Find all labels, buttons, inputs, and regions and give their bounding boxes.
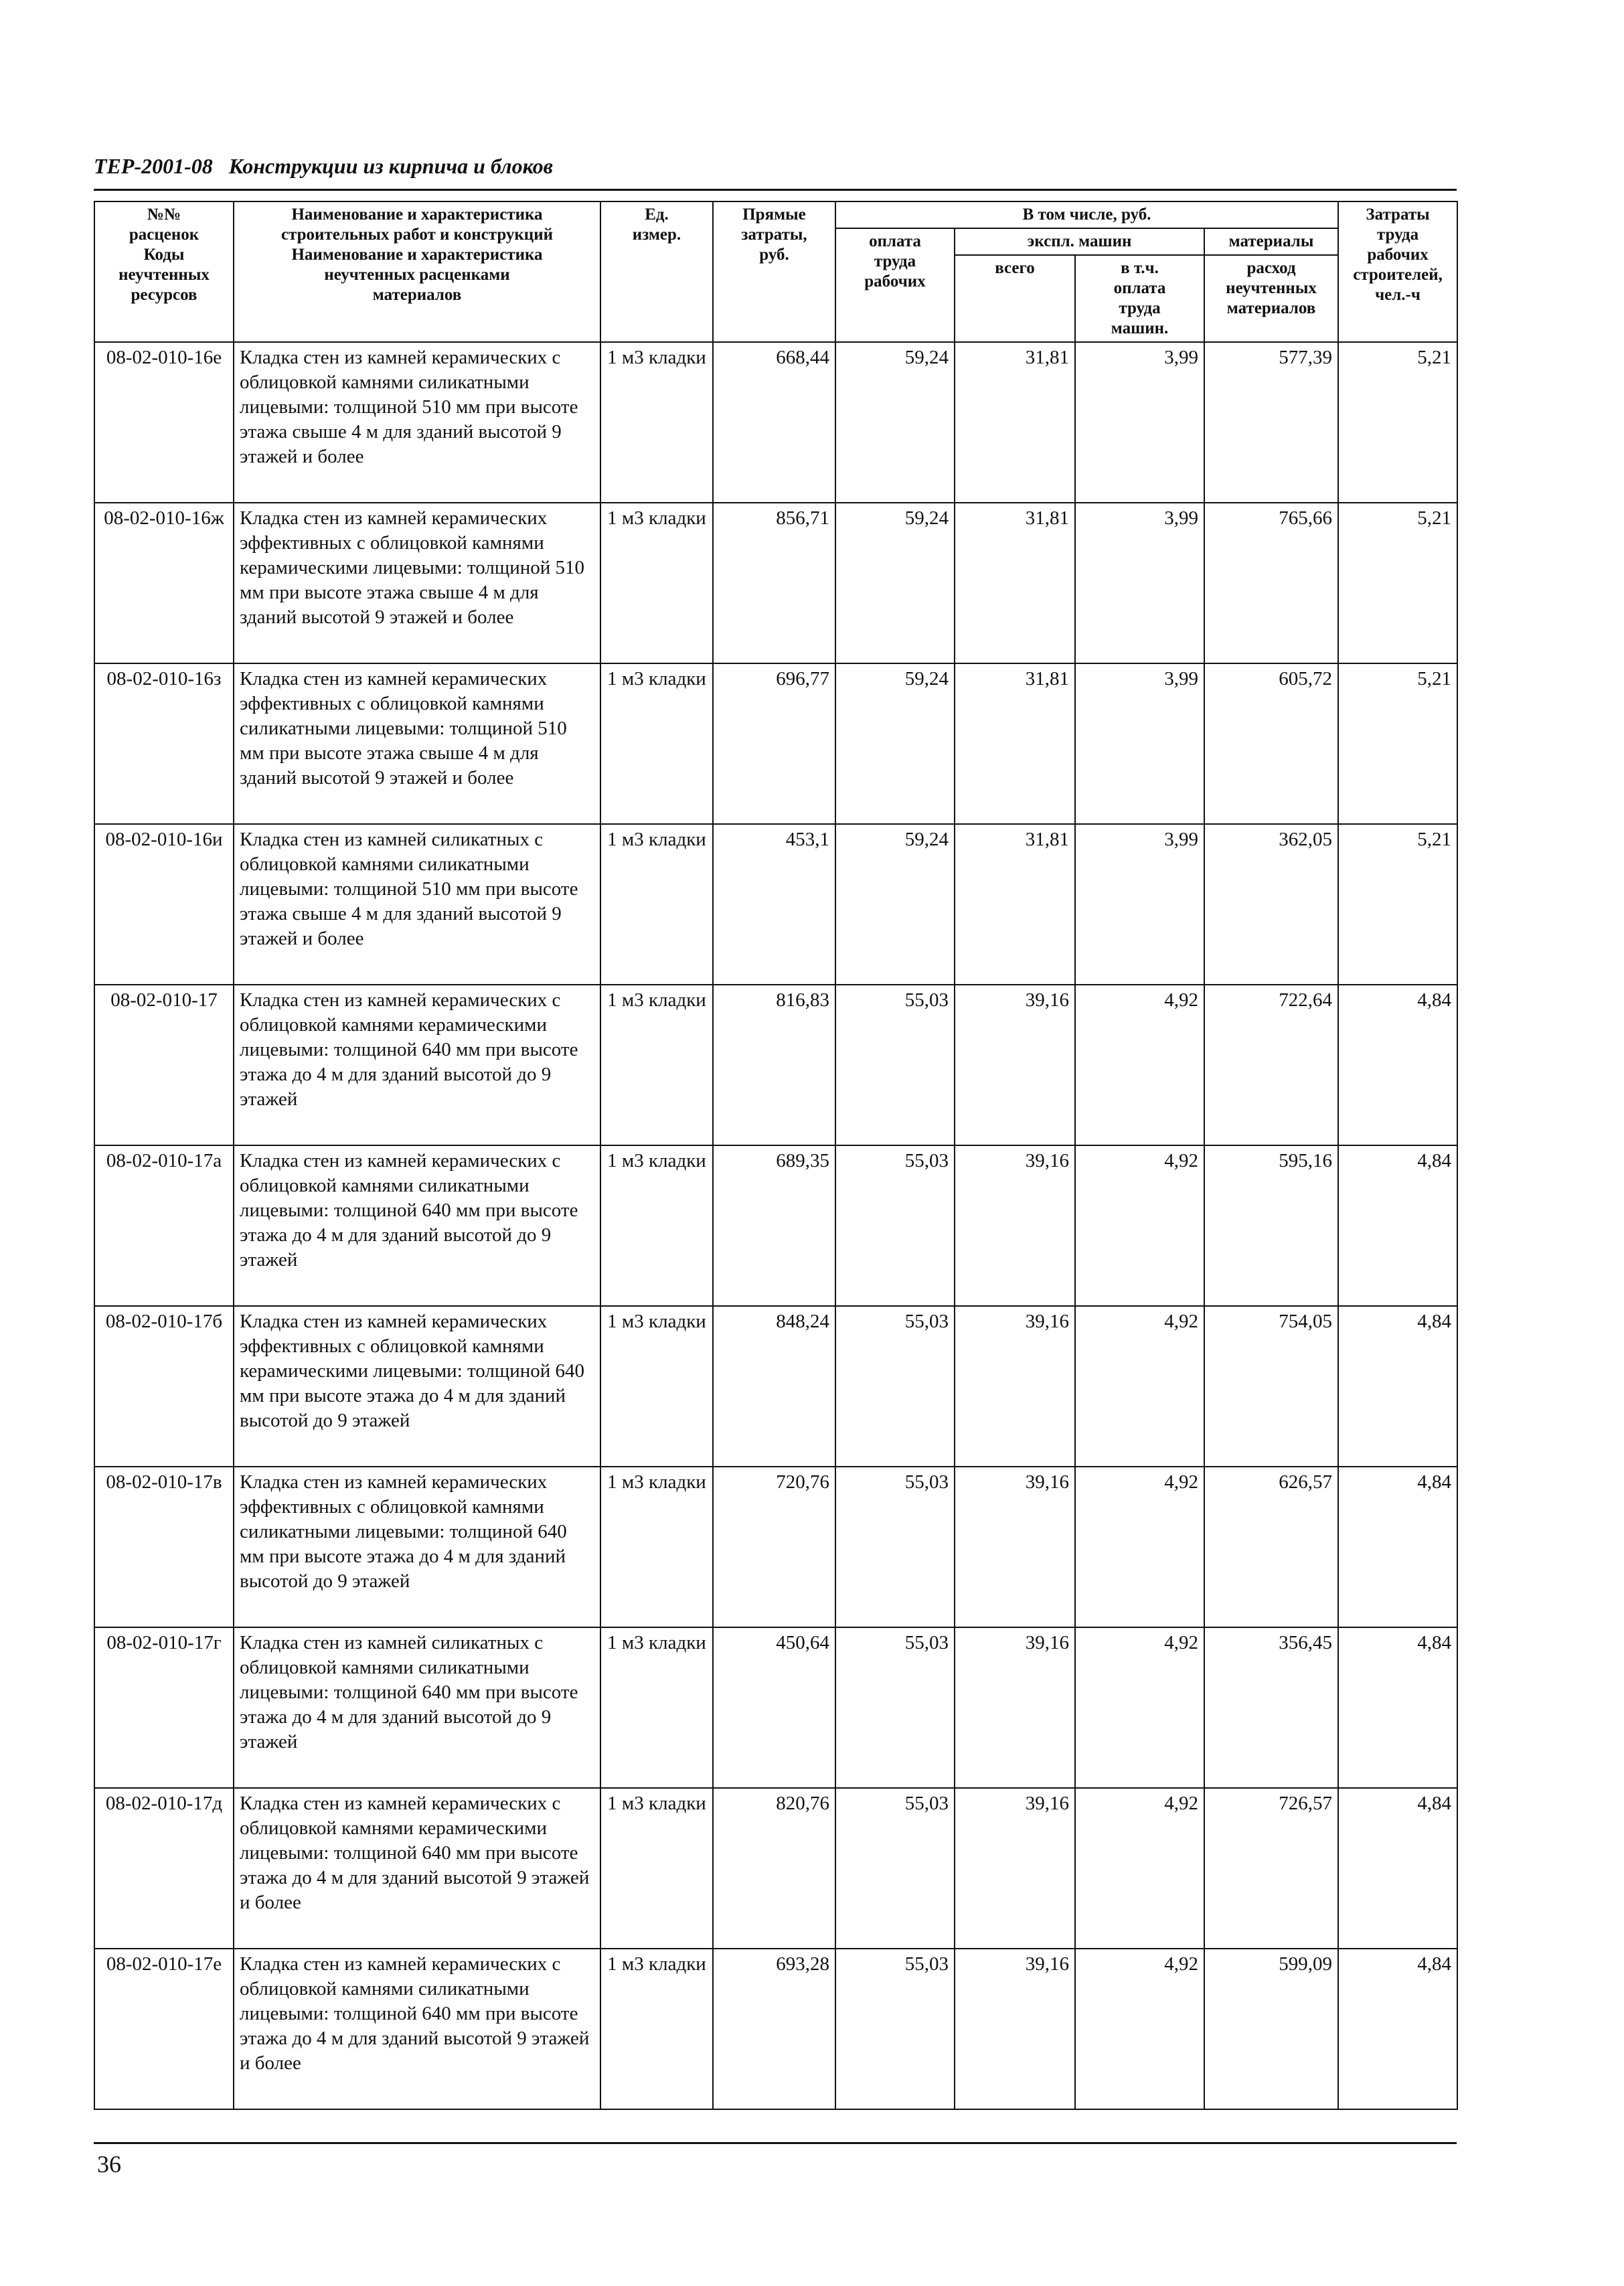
work-description: Кладка стен из камней керамических эффективных с облицовкой камнями керамическими лицевыми: толщиной 510 мм при высоте этажа свыше 4 м для зданий высотой 9 этажей и более <box>234 503 600 663</box>
rate-code: 08-02-010-16з <box>94 663 234 824</box>
labor-costs: 4,84 <box>1338 1949 1457 2109</box>
machines-pay: 4,92 <box>1075 1467 1204 1627</box>
materials: 605,72 <box>1204 663 1338 824</box>
unit: 1 м3 кладки <box>600 342 713 503</box>
materials: 599,09 <box>1204 1949 1338 2109</box>
materials: 362,05 <box>1204 824 1338 985</box>
table-row <box>94 1306 1457 1467</box>
direct-costs: 668,44 <box>713 342 835 503</box>
document-title: Конструкции из кирпича и блоков <box>228 154 553 178</box>
machines-total: 39,16 <box>955 1627 1075 1788</box>
direct-costs: 816,83 <box>713 985 835 1145</box>
unit: 1 м3 кладки <box>600 1627 713 1788</box>
worker-pay: 55,03 <box>835 1788 955 1949</box>
direct-costs: 693,28 <box>713 1949 835 2109</box>
rate-code: 08-02-010-17г <box>94 1627 234 1788</box>
header-name: Наименование и характеристика строительных работ и конструкций Наименование и характеристика неучтенных расценками материалов <box>234 201 600 342</box>
labor-costs: 5,21 <box>1338 663 1457 824</box>
machines-pay: 4,92 <box>1075 1788 1204 1949</box>
machines-pay: 4,92 <box>1075 1949 1204 2109</box>
direct-costs: 848,24 <box>713 1306 835 1467</box>
unit: 1 м3 кладки <box>600 1467 713 1627</box>
rates-table <box>94 201 1458 2110</box>
table-row <box>94 985 1457 1145</box>
work-description: Кладка стен из камней керамических с облицовкой камнями силикатными лицевыми: толщиной 510 мм при высоте этажа свыше 4 м для зданий высотой 9 этажей и более <box>234 342 600 503</box>
work-description: Кладка стен из камней керамических с облицовкой камнями силикатными лицевыми: толщиной 640 мм при высоте этажа до 4 м для зданий высотой до 9 этажей <box>234 1145 600 1306</box>
machines-pay: 4,92 <box>1075 1627 1204 1788</box>
work-description: Кладка стен из камней керамических эффективных с облицовкой камнями керамическими лицевыми: толщиной 640 мм при высоте этажа до 4 м для зданий высотой до 9 этажей <box>234 1306 600 1467</box>
labor-costs: 4,84 <box>1338 985 1457 1145</box>
machines-total: 39,16 <box>955 985 1075 1145</box>
machines-pay: 4,92 <box>1075 985 1204 1145</box>
table-row <box>94 663 1457 824</box>
worker-pay: 59,24 <box>835 663 955 824</box>
labor-costs: 4,84 <box>1338 1145 1457 1306</box>
table-header <box>94 201 1457 342</box>
machines-pay: 3,99 <box>1075 503 1204 663</box>
unit: 1 м3 кладки <box>600 985 713 1145</box>
table-body <box>94 342 1457 2109</box>
unit: 1 м3 кладки <box>600 1306 713 1467</box>
unit: 1 м3 кладки <box>600 503 713 663</box>
labor-costs: 5,21 <box>1338 824 1457 985</box>
worker-pay: 55,03 <box>835 1467 955 1627</box>
worker-pay: 59,24 <box>835 342 955 503</box>
direct-costs: 856,71 <box>713 503 835 663</box>
rate-code: 08-02-010-16е <box>94 342 234 503</box>
rate-code: 08-02-010-17е <box>94 1949 234 2109</box>
direct-costs: 720,76 <box>713 1467 835 1627</box>
work-description: Кладка стен из камней керамических с облицовкой камнями силикатными лицевыми: толщиной 640 мм при высоте этажа до 4 м для зданий высотой 9 этажей и более <box>234 1949 600 2109</box>
table-row <box>94 1467 1457 1627</box>
table-row <box>94 1949 1457 2109</box>
direct-costs: 820,76 <box>713 1788 835 1949</box>
materials: 722,64 <box>1204 985 1338 1145</box>
header-materials: материалы <box>1204 228 1338 255</box>
labor-costs: 4,84 <box>1338 1788 1457 1949</box>
direct-costs: 696,77 <box>713 663 835 824</box>
table-row <box>94 824 1457 985</box>
worker-pay: 59,24 <box>835 824 955 985</box>
rate-code: 08-02-010-16и <box>94 824 234 985</box>
machines-total: 31,81 <box>955 503 1075 663</box>
machines-total: 39,16 <box>955 1145 1075 1306</box>
worker-pay: 55,03 <box>835 1949 955 2109</box>
labor-costs: 4,84 <box>1338 1306 1457 1467</box>
page-number: 36 <box>97 2151 121 2178</box>
direct-costs: 453,1 <box>713 824 835 985</box>
rate-code: 08-02-010-17 <box>94 985 234 1145</box>
rate-code: 08-02-010-16ж <box>94 503 234 663</box>
unit: 1 м3 кладки <box>600 1145 713 1306</box>
direct-costs: 450,64 <box>713 1627 835 1788</box>
machines-total: 31,81 <box>955 824 1075 985</box>
rate-code: 08-02-010-17в <box>94 1467 234 1627</box>
machines-pay: 3,99 <box>1075 663 1204 824</box>
rate-code: 08-02-010-17б <box>94 1306 234 1467</box>
worker-pay: 59,24 <box>835 503 955 663</box>
materials: 754,05 <box>1204 1306 1338 1467</box>
footer-rule <box>94 2142 1457 2144</box>
page-header <box>94 155 1457 177</box>
table-row <box>94 1627 1457 1788</box>
rate-code: 08-02-010-17а <box>94 1145 234 1306</box>
header-machines-total: всего <box>955 255 1075 342</box>
header-direct-costs: Прямые затраты, руб. <box>713 201 835 342</box>
machines-pay: 4,92 <box>1075 1306 1204 1467</box>
header-machines: экспл. машин <box>955 228 1204 255</box>
work-description: Кладка стен из камней керамических с облицовкой камнями керамическими лицевыми: толщиной 640 мм при высоте этажа до 4 м для зданий высотой до 9 этажей <box>234 985 600 1145</box>
machines-pay: 4,92 <box>1075 1145 1204 1306</box>
header-codes: №№ расценок Коды неучтенных ресурсов <box>94 201 234 342</box>
unit: 1 м3 кладки <box>600 824 713 985</box>
machines-total: 39,16 <box>955 1467 1075 1627</box>
table-row <box>94 1145 1457 1306</box>
materials: 595,16 <box>1204 1145 1338 1306</box>
machines-total: 39,16 <box>955 1306 1075 1467</box>
table-row <box>94 342 1457 503</box>
machines-total: 31,81 <box>955 342 1075 503</box>
materials: 626,57 <box>1204 1467 1338 1627</box>
header-including: В том числе, руб. <box>835 201 1338 228</box>
work-description: Кладка стен из камней керамических эффективных с облицовкой камнями силикатными лицевыми: толщиной 510 мм при высоте этажа свыше 4 м для зданий высотой 9 этажей и более <box>234 663 600 824</box>
rate-code: 08-02-010-17д <box>94 1788 234 1949</box>
table-row <box>94 1788 1457 1949</box>
worker-pay: 55,03 <box>835 985 955 1145</box>
machines-total: 39,16 <box>955 1788 1075 1949</box>
unit: 1 м3 кладки <box>600 1788 713 1949</box>
work-description: Кладка стен из камней силикатных с облицовкой камнями силикатными лицевыми: толщиной 640 мм при высоте этажа до 4 м для зданий высотой до 9 этажей <box>234 1627 600 1788</box>
machines-pay: 3,99 <box>1075 824 1204 985</box>
direct-costs: 689,35 <box>713 1145 835 1306</box>
unit: 1 м3 кладки <box>600 1949 713 2109</box>
machines-pay: 3,99 <box>1075 342 1204 503</box>
worker-pay: 55,03 <box>835 1145 955 1306</box>
worker-pay: 55,03 <box>835 1627 955 1788</box>
materials: 356,45 <box>1204 1627 1338 1788</box>
labor-costs: 5,21 <box>1338 503 1457 663</box>
header-labor-costs: Затраты труда рабочих строителей, чел.-ч <box>1338 201 1457 342</box>
header-materials-unaccounted: расход неучтенных материалов <box>1204 255 1338 342</box>
header-worker-pay: оплата труда рабочих <box>835 228 955 342</box>
labor-costs: 4,84 <box>1338 1467 1457 1627</box>
machines-total: 39,16 <box>955 1949 1075 2109</box>
labor-costs: 4,84 <box>1338 1627 1457 1788</box>
materials: 765,66 <box>1204 503 1338 663</box>
materials: 577,39 <box>1204 342 1338 503</box>
work-description: Кладка стен из камней керамических эффективных с облицовкой камнями силикатными лицевыми: толщиной 640 мм при высоте этажа до 4 м для зданий высотой до 9 этажей <box>234 1467 600 1627</box>
header-rule <box>94 189 1457 191</box>
machines-total: 31,81 <box>955 663 1075 824</box>
document-code: ТЕР-2001-08 <box>94 154 213 178</box>
table-row <box>94 503 1457 663</box>
header-machines-pay: в т.ч. оплата труда машин. <box>1075 255 1204 342</box>
work-description: Кладка стен из камней силикатных с облицовкой камнями силикатными лицевыми: толщиной 510 мм при высоте этажа свыше 4 м для зданий высотой 9 этажей и более <box>234 824 600 985</box>
materials: 726,57 <box>1204 1788 1338 1949</box>
unit: 1 м3 кладки <box>600 663 713 824</box>
header-unit: Ед. измер. <box>600 201 713 342</box>
labor-costs: 5,21 <box>1338 342 1457 503</box>
work-description: Кладка стен из камней керамических с облицовкой камнями керамическими лицевыми: толщиной 640 мм при высоте этажа до 4 м для зданий высотой 9 этажей и более <box>234 1788 600 1949</box>
worker-pay: 55,03 <box>835 1306 955 1467</box>
